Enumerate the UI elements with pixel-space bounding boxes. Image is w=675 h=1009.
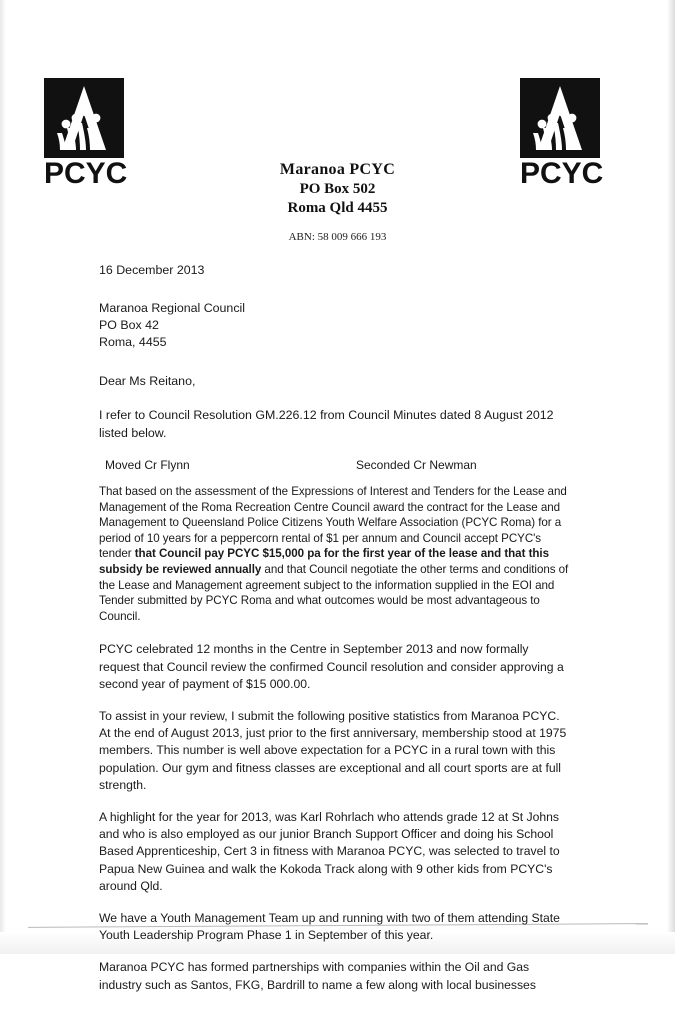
svg-text:PCYC: PCYC: [44, 157, 128, 190]
scan-edge-left: [0, 0, 6, 954]
svg-text:PCYC: PCYC: [520, 157, 604, 190]
paragraph-2: To assist in your review, I submit the following positive statistics from Maranoa PCYC. At the end of August 2013, just prior to the first anniversary, membership stood at 1975 members. This number is well above expectation for a PCYC in a rural town with this population. Our gym and fitness classes are exceptional and all court sports are at full strength.: [99, 708, 567, 792]
paragraph-5: Maranoa PCYC has formed partnerships with companies within the Oil and Gas industry such as Santos, FKG, Bardrill to name a few along with local businesses: [99, 960, 536, 992]
city-line: Roma Qld 4455: [287, 200, 388, 216]
recipient-address-line2: Roma, 4455: [99, 334, 167, 349]
po-box-line: PO Box 502: [299, 181, 376, 197]
paragraph-1: PCYC celebrated 12 months in the Centre in September 2013 and now formally request that Council review the confirmed Council resolution and consider approving a second year of payment of $15 000.00.: [99, 642, 564, 691]
resolution-part1: That based on the assessment of the Expressions of Interest and Tenders for the Lease and Management of the Roma Recreation Centre Council award the contract for the Lease and Management to Queensland Police Citizens Youth Welfare Association (PCYC Roma) for a period of 10 years for a peppercorn rental of $1 per annum and Council accept PCYC's tender: [99, 485, 567, 561]
resolution-bold-clause: that Council pay PCYC $15,000 pa for the first year of the lease and that this subsidy be reviewed annually: [99, 547, 549, 576]
organisation-name: Maranoa PCYC: [279, 161, 396, 178]
letter-body: [99, 262, 569, 1009]
letter-date: 16 December 2013: [99, 263, 205, 277]
recipient-name: Maranoa Regional Council: [99, 300, 246, 315]
abn-line: ABN: 58 009 666 193: [288, 231, 387, 243]
scan-edge-right: [667, 0, 675, 954]
paragraph-4: We have a Youth Management Team up and running with two of them attending State Youth Leadership Program Phase 1 in September of this year.: [99, 910, 560, 943]
letterhead: [0, 160, 675, 243]
paragraph-3: A highlight for the year for 2013, was Karl Rohrlach who attends grade 12 at St Johns and who is also employed as our junior Branch Support Officer and doing his School Based Apprenticeship, Cert 3 in fitness with Maranoa PCYC, was selected to travel to Papua New Guinea and walk the Kokoda Track along with 9 other kids from PCYC's around Qld.: [99, 809, 560, 893]
salutation: Dear Ms Reitano,: [99, 373, 196, 388]
recipient-address-line1: PO Box 42: [99, 317, 159, 332]
moved-by: Moved Cr Flynn: [105, 458, 190, 472]
intro-paragraph: I refer to Council Resolution GM.226.12 from Council Minutes dated 8 August 2012 listed below.: [99, 408, 554, 440]
recipient-address: [99, 300, 569, 351]
resolution-text: [99, 484, 569, 624]
resolution-part2: and that Council negotiate the other terms and conditions of the Lease and Management agreement subject to the information supplied in the EOI and Tender submitted by PCYC Roma and what outcomes would be most advantageous to Council.: [99, 562, 569, 623]
seconded-by: Seconded Cr Newman: [356, 458, 477, 472]
movers-row: [99, 457, 569, 474]
